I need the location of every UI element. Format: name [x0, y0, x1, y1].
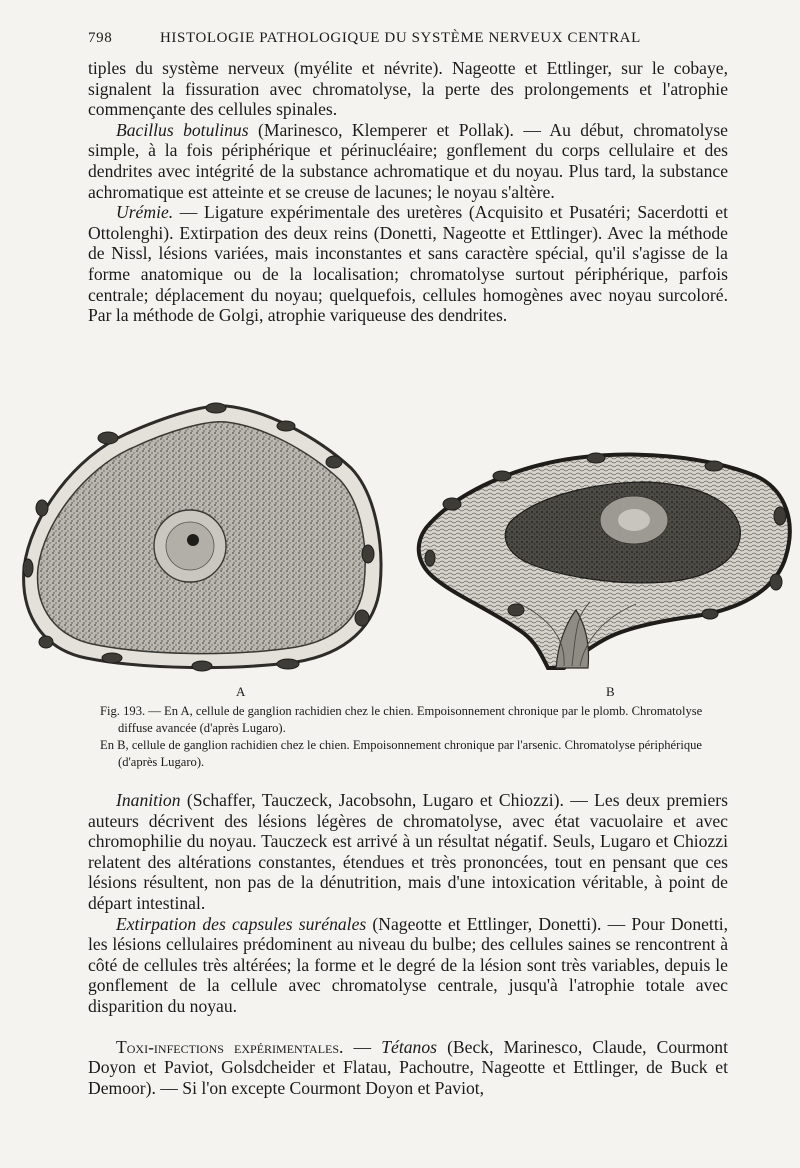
paragraph-text: (Beck, Marinesco, Claude, Courmont Doyon et Paviot, Golsdcheider et Flatau, Pachoutre, Nageotte et Ettlinger, de Buck et Demoor). — Si l'on excepte Courmont Doyon et Paviot,	[88, 1036, 728, 1098]
paragraph-text: — Ligature expérimentale des uretères (Acquisito et Pusatéri; Sacerdotti et Ottolenghi). Extirpation des deux reins (Donetti, Nageotte et Ettlinger). Avec la méthode de Nissl, lésions variées, mais inconstantes et sans caractère spécial, qu'il s'agisse de la forme anatomique ou de la localisation; chromatolyse surtout périphérique, parfois centrale; déplacement du noyau; quelquefois, cellules homogènes avec noyau surcoloré. Par la méthode de Golgi, atrophie variqueuse des dendrites.	[88, 202, 728, 326]
paragraph-text: tiples du système nerveux (myélite et névrite). Nageotte et Ettlinger, sur le cobaye, signalent la fissuration avec chromatolyse, la perte des prolongements et l'atrophie commençante des cellules spinales.	[88, 58, 728, 120]
paragraph-lead: Bacillus botulinus	[116, 119, 249, 140]
paragraph-myelite	[88, 58, 728, 120]
paragraph-lead: Urémie.	[116, 202, 174, 223]
paragraph-inanition	[88, 790, 728, 914]
paragraph-surenales	[88, 914, 728, 1017]
paragraph-lead: Inanition	[116, 790, 181, 810]
caption-part-b: En B, cellule de ganglion rachidien chez le chien. Empoisonnement chronique par l'arsenic. Chromatolyse périphérique (d'après Lugaro).	[100, 738, 703, 769]
figure-illustration	[16, 396, 796, 686]
paragraph-lead: Tétanos	[381, 1036, 437, 1057]
heading-dash: —	[343, 1036, 382, 1057]
paragraph-lead: Extirpation des capsules surénales	[116, 913, 367, 934]
figure-label-b: B	[606, 684, 615, 699]
bottom-text	[88, 790, 728, 1098]
cell-b-drawing	[419, 453, 790, 668]
paragraph-uremie	[88, 202, 728, 326]
paragraph-toxi-infections	[88, 1037, 728, 1099]
caption-part-a: Fig. 193. — En A, cellule de ganglion rachidien chez le chien. Empoisonnement chronique par le plomb. Chromatolyse diffuse avancée (d'après Lugaro).	[100, 704, 703, 735]
cell-a-drawing	[23, 403, 381, 671]
running-title: HISTOLOGIE PATHOLOGIQUE DU SYSTÈME NERVEUX CENTRAL	[160, 30, 641, 46]
figure-label-a: A	[236, 684, 246, 699]
paragraph-text: (Marinesco, Klemperer et Pollak). — Au début, chromatolyse simple, à la fois périphérique et périnucléaire; gonflement du corps cellulaire et des dendrites avec intégrité de la substance achromatique et du noyau. Plus tard, la substance achromatique est atteinte et se creuse de lacunes; le noyau s'altère.	[88, 119, 728, 202]
page-number: 798	[88, 30, 113, 46]
figure-caption	[100, 703, 726, 771]
paragraph-botulinus	[88, 120, 728, 202]
figure-193	[16, 396, 796, 686]
paragraph-text: (Schaffer, Tauczeck, Jacobsohn, Lugaro et Chiozzi). — Les deux premiers auteurs décrivent des lésions légères de chromatolyse, avec état vacuolaire et avec chromophilie du noyau. Tauczeck est arrivé à un résultat négatif. Seuls, Lugaro et Chiozzi relatent des altérations constantes, étendues et très prononcées, tout en pensant que ces lésions résultent, non pas de la dénutrition, mais d'une intoxication véritable, à point de départ intestinal.	[88, 790, 728, 913]
paragraph-text: (Nageotte et Ettlinger, Donetti). — Pour Donetti, les lésions cellulaires prédominent au niveau du bulbe; des cellules saines se rencontrent à côté de cellules très altérées; la forme et le degré de la lésion sont très variables, depuis le gonflement de la cellule avec chromatolyse centrale, jusqu'à l'atrophie totale avec disparition du noyau.	[88, 913, 728, 1016]
running-header	[88, 26, 728, 50]
section-heading: Toxi-infections expérimentales.	[116, 1036, 344, 1057]
top-text	[88, 58, 728, 326]
